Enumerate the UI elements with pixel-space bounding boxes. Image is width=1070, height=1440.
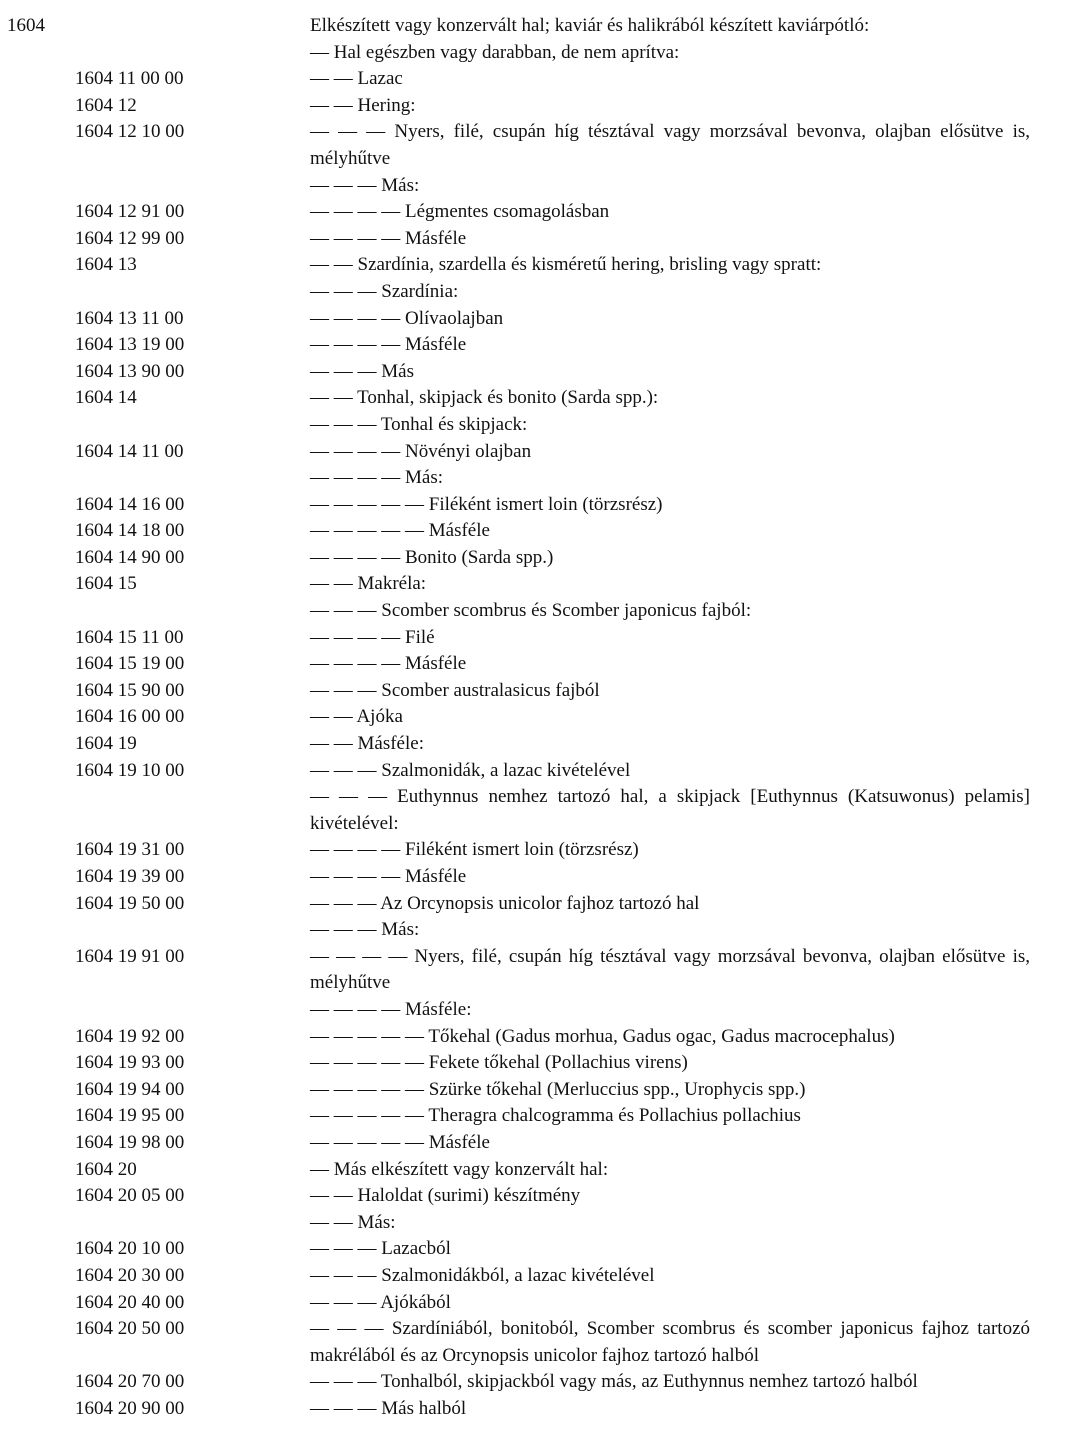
tariff-description: — — — — Másféle:: [310, 998, 472, 1020]
tariff-row: [0, 492, 1070, 519]
tariff-description: — — — — Nyers, filé, csupán híg tésztával vagy morzsával bevonva, olajban elősütve is, mélyhűtve: [310, 945, 1030, 994]
tariff-row: [0, 119, 1070, 172]
tariff-code: 1604 20 10 00: [75, 1238, 185, 1260]
tariff-description: — — — — Filéként ismert loin (törzsrész): [310, 839, 639, 861]
tariff-code: 1604 14 11 00: [75, 440, 184, 462]
tariff-description: — — Tonhal, skipjack és bonito (Sarda spp.):: [310, 387, 659, 409]
tariff-code: 1604 13 90 00: [75, 360, 185, 382]
tariff-row: [0, 66, 1070, 93]
tariff-code: 1604 14: [75, 387, 137, 409]
tariff-description: — — — Scomber australasicus fajból: [310, 679, 600, 701]
tariff-code: 1604 13 19 00: [75, 334, 185, 356]
tariff-description: — Más elkészített vagy konzervált hal:: [310, 1158, 609, 1180]
tariff-row: [0, 784, 1070, 837]
tariff-row: [0, 1236, 1070, 1263]
tariff-description: — — — Az Orcynopsis unicolor fajhoz tartozó hal: [310, 892, 700, 914]
tariff-code: 1604 15 90 00: [75, 679, 185, 701]
tariff-row: [0, 40, 1070, 67]
tariff-row: [0, 412, 1070, 439]
tariff-description: — — — Más:: [310, 174, 420, 196]
tariff-row: [0, 199, 1070, 226]
tariff-code: 1604 19 91 00: [75, 945, 185, 967]
tariff-description: — — — — Másféle: [310, 866, 467, 887]
tariff-description: — — — — Növényi olajban: [310, 440, 532, 462]
tariff-row: [0, 1263, 1070, 1290]
tariff-row: [0, 571, 1070, 598]
tariff-row: [0, 704, 1070, 731]
tariff-description: — — — Más:: [310, 919, 420, 941]
tariff-description: — — — — — Szürke tőkehal (Merluccius spp., Urophycis spp.): [310, 1078, 806, 1100]
tariff-row: [0, 758, 1070, 785]
tariff-code: 1604 14 90 00: [75, 546, 185, 568]
tariff-description: — — — Szalmonidákból, a lazac kivételével: [310, 1264, 655, 1286]
tariff-row: [0, 678, 1070, 705]
tariff-code: 1604 15 19 00: [75, 653, 185, 675]
tariff-description: — — Más:: [310, 1211, 396, 1233]
tariff-code: 1604 20 70 00: [75, 1371, 185, 1393]
tariff-row: [0, 252, 1070, 279]
tariff-row: [0, 173, 1070, 200]
tariff-description: — — — — Másféle: [310, 334, 467, 356]
tariff-code: 1604 20 90 00: [75, 1397, 185, 1419]
tariff-description: — — — — — Filéként ismert loin (törzsrész): [310, 493, 663, 515]
tariff-row: [0, 93, 1070, 120]
tariff-description: — — Másféle:: [310, 733, 424, 755]
tariff-code: 1604 15: [75, 573, 137, 595]
tariff-code: 1604 14 16 00: [75, 493, 185, 515]
tariff-row: [0, 837, 1070, 864]
tariff-code: 1604 19 10 00: [75, 759, 185, 781]
tariff-code: 1604 12: [75, 94, 137, 116]
tariff-description: — — — Tonhalból, skipjackból vagy más, az Euthynnus nemhez tartozó halból: [310, 1371, 918, 1393]
tariff-row: [0, 1077, 1070, 1104]
tariff-code: 1604 14 18 00: [75, 520, 185, 542]
tariff-description: Elkészített vagy konzervált hal; kaviár és halikrából készített kaviárpótló:: [310, 15, 870, 36]
tariff-row: [0, 465, 1070, 492]
tariff-code: 1604 13: [75, 254, 137, 276]
tariff-row: [0, 864, 1070, 891]
tariff-code: 1604 20 50 00: [75, 1318, 185, 1340]
tariff-row: [0, 13, 1070, 40]
tariff-row: [0, 306, 1070, 333]
tariff-row: [0, 439, 1070, 466]
tariff-code: 1604 11 00 00: [75, 68, 184, 90]
tariff-code: 1604 19 93 00: [75, 1052, 185, 1074]
tariff-row: [0, 332, 1070, 359]
tariff-code: 1604 19 98 00: [75, 1131, 185, 1153]
tariff-description: — — — — — Theragra chalcogramma és Pollachius pollachius: [310, 1105, 801, 1127]
tariff-code: 1604 15 11 00: [75, 626, 184, 648]
tariff-code: 1604 20 30 00: [75, 1264, 185, 1286]
tariff-code: 1604 13 11 00: [75, 307, 184, 329]
tariff-row: [0, 1183, 1070, 1210]
tariff-row: [0, 279, 1070, 306]
tariff-description: — — — Nyers, filé, csupán híg tésztával vagy morzsával bevonva, olajban elősütve is, mélyhűtve: [310, 121, 1030, 169]
tariff-row: [0, 944, 1070, 997]
tariff-code: 1604 19 94 00: [75, 1078, 185, 1100]
tariff-description: — — Haloldat (surimi) készítmény: [310, 1185, 581, 1207]
heading-code: 1604: [7, 15, 45, 36]
tariff-code: 1604 20 40 00: [75, 1291, 185, 1313]
tariff-description: — — — — Filé: [310, 626, 435, 648]
tariff-description: — — Lazac: [310, 68, 403, 90]
tariff-row: [0, 891, 1070, 918]
tariff-row: [0, 1050, 1070, 1077]
tariff-description: — — Ajóka: [310, 706, 403, 728]
tariff-row: [0, 1024, 1070, 1051]
tariff-row: [0, 1290, 1070, 1317]
tariff-description: — — — — — Tőkehal (Gadus morhua, Gadus ogac, Gadus macrocephalus): [310, 1025, 895, 1047]
tariff-code: 1604 19 31 00: [75, 839, 185, 861]
tariff-description: — — — — — Fekete tőkehal (Pollachius virens): [310, 1052, 688, 1074]
tariff-code: 1604 12 10 00: [75, 121, 185, 143]
tariff-description: — — — Más halból: [310, 1397, 467, 1419]
tariff-row: [0, 997, 1070, 1024]
tariff-description: — — — Szardíniából, bonitoból, Scomber scombrus és scomber japonicus fajhoz tartozó makrélából és az Orcynopsis unicolor fajhoz tartozó halból: [310, 1318, 1030, 1366]
tariff-description: — — — — — Másféle: [310, 520, 490, 542]
tariff-description: — — — — Olívaolajban: [310, 307, 504, 329]
tariff-description: — — — Ajókából: [310, 1291, 451, 1313]
tariff-row: [0, 598, 1070, 625]
tariff-description: — — — Szalmonidák, a lazac kivételével: [310, 759, 631, 781]
tariff-row: [0, 226, 1070, 253]
tariff-description: — — — Más: [310, 360, 414, 382]
tariff-description: — — — — Légmentes csomagolásban: [310, 201, 610, 223]
tariff-description: — — — — — Másféle: [310, 1131, 490, 1153]
tariff-row: [0, 1103, 1070, 1130]
tariff-description: — — — Tonhal és skipjack:: [310, 413, 528, 435]
tariff-description: — — Szardínia, szardella és kisméretű hering, brisling vagy spratt:: [310, 254, 822, 276]
tariff-row: [0, 518, 1070, 545]
tariff-row: [0, 651, 1070, 678]
tariff-description: — — — Scomber scombrus és Scomber japonicus fajból:: [310, 600, 752, 622]
tariff-description: — Hal egészben vagy darabban, de nem aprítva:: [310, 41, 680, 63]
tariff-code: 1604 19 50 00: [75, 892, 185, 914]
tariff-code: 1604 12 99 00: [75, 227, 185, 249]
tariff-row: [0, 1316, 1070, 1369]
tariff-row: [0, 1130, 1070, 1157]
tariff-code: 1604 12 91 00: [75, 201, 185, 223]
tariff-row: [0, 1396, 1070, 1423]
tariff-code: 1604 19: [75, 733, 137, 755]
tariff-code: 1604 19 92 00: [75, 1025, 185, 1047]
tariff-description: — — — — Más:: [310, 467, 443, 489]
tariff-description: — — — — Másféle: [310, 227, 467, 249]
tariff-code: 1604 20: [75, 1158, 137, 1180]
tariff-code: 1604 19 39 00: [75, 866, 185, 887]
tariff-row: [0, 385, 1070, 412]
tariff-description: — — — Euthynnus nemhez tartozó hal, a skipjack [Euthynnus (Katsuwonus) pelamis] kivételével:: [310, 786, 1030, 834]
tariff-code: 1604 19 95 00: [75, 1105, 185, 1127]
tariff-row: [0, 1210, 1070, 1237]
tariff-table: [0, 13, 1070, 1422]
tariff-row: [0, 545, 1070, 572]
tariff-description: — — — — Bonito (Sarda spp.): [310, 546, 554, 568]
tariff-row: [0, 731, 1070, 758]
tariff-row: [0, 1157, 1070, 1184]
tariff-row: [0, 359, 1070, 386]
tariff-description: — — — Lazacból: [310, 1238, 451, 1260]
tariff-description: — — Hering:: [310, 94, 416, 116]
tariff-code: 1604 16 00 00: [75, 706, 185, 728]
tariff-description: — — Makréla:: [310, 573, 427, 595]
tariff-code: 1604 20 05 00: [75, 1185, 185, 1207]
tariff-row: [0, 1369, 1070, 1396]
tariff-row: [0, 917, 1070, 944]
tariff-row: [0, 625, 1070, 652]
tariff-description: — — — Szardínia:: [310, 280, 459, 302]
tariff-description: — — — — Másféle: [310, 653, 467, 675]
